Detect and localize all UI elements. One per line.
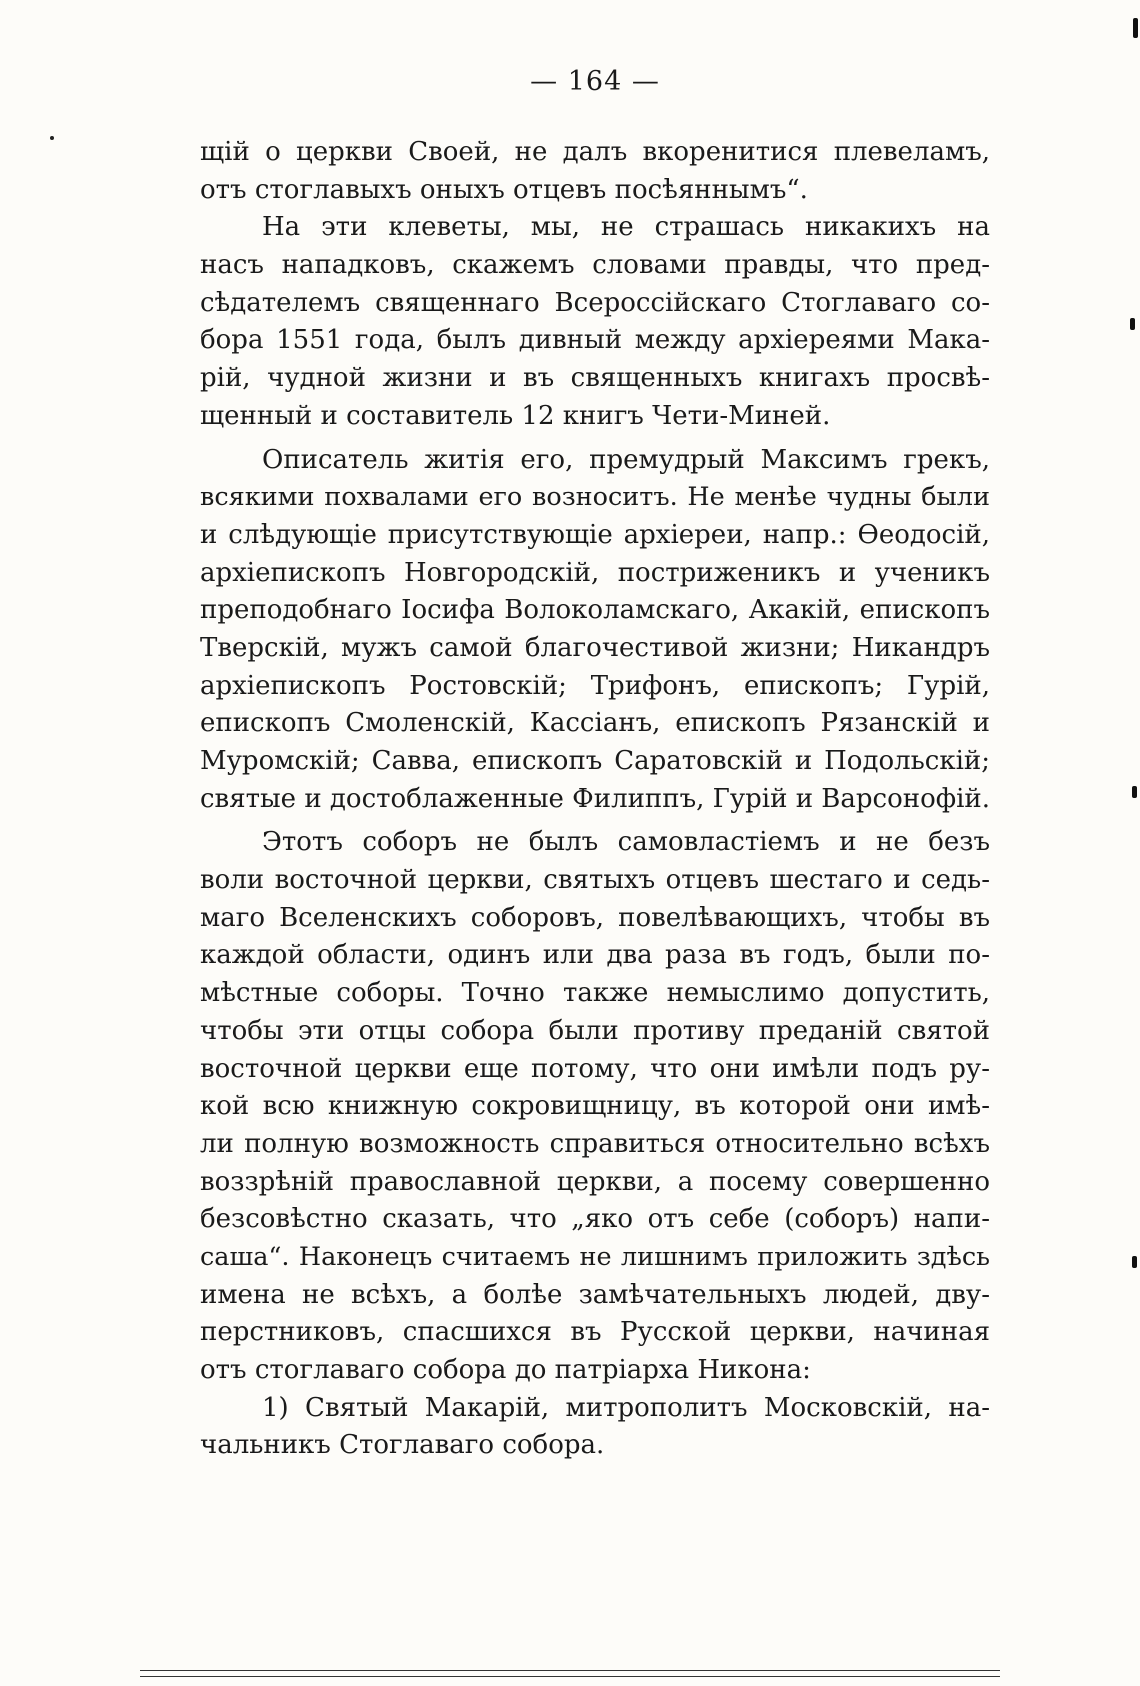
text-line: каждой области, одинъ или два раза въ годъ, были по- xyxy=(200,940,990,971)
text-line: всякими похвалами его возноситъ. Не менѣе чудны были xyxy=(200,482,990,513)
text-line: саша“. Наконецъ считаемъ не лишнимъ приложить здѣсь xyxy=(200,1241,990,1272)
text-line: безсовѣстно сказать, что „яко отъ себе (соборъ) напи- xyxy=(200,1204,990,1235)
text-line: архіепископъ Новгородскій, постриженикъ и ученикъ xyxy=(200,557,990,588)
margin-mark xyxy=(1133,18,1138,38)
text-line: восточной церкви еще потому, что они имѣли подъ ру- xyxy=(200,1053,990,1084)
text-line: отъ стоглаваго собора до патріарха Никона: xyxy=(200,1355,811,1385)
text-line: архіепископъ Ростовскій; Трифонъ, епископъ; Гурій, xyxy=(200,670,990,701)
margin-mark xyxy=(1132,786,1137,798)
text-line: насъ нападковъ, скажемъ словами правды, что пред- xyxy=(200,250,990,281)
text-line: Муромскій; Савва, епископъ Саратовскій и Подольскій; xyxy=(200,746,990,776)
text-line: щенный и составитель 12 книгъ Чети-Миней. xyxy=(200,400,831,431)
text-line: святые и достоблаженные Филиппъ, Гурій и Варсонофій. xyxy=(200,783,991,814)
page-number: — 164 — xyxy=(530,66,660,97)
bottom-rule xyxy=(140,1670,1000,1671)
text-line: воли восточной церкви, святыхъ отцевъ шестаго и седь- xyxy=(200,865,990,896)
text-line: отъ стоглавыхъ оныхъ отцевъ посѣяннымъ“. xyxy=(200,174,808,205)
text-line: чальникъ Стоглаваго собора. xyxy=(200,1430,605,1461)
margin-mark xyxy=(1130,318,1135,330)
text-line: кой всю книжную сокровищницу, въ которой они имѣ- xyxy=(200,1091,990,1122)
bottom-rule xyxy=(140,1676,1000,1677)
text-line: На эти клеветы, мы, не страшась никакихъ на xyxy=(262,212,990,243)
text-line: щій о церкви Своей, не далъ вкоренитися плевеламъ, xyxy=(200,137,990,167)
text-line: Описатель житія его, премудрый Максимъ грекъ, xyxy=(262,444,990,475)
text-line: и слѣдующіе присутствующіе архіереи, напр.: Ѳеодосій, xyxy=(200,519,990,550)
text-line: Этотъ соборъ не былъ самовластіемъ и не безъ xyxy=(262,827,990,858)
text-line: бора 1551 года, былъ дивный между архіереями Мака- xyxy=(200,325,990,356)
text-line: Тверскій, мужъ самой благочестивой жизни; Никандръ xyxy=(200,632,990,663)
text-line: ли полную возможность справиться относительно всѣхъ xyxy=(200,1128,990,1159)
text-line: 1) Святый Макарій, митрополитъ Московскій, на- xyxy=(262,1392,990,1423)
text-line: мѣстные соборы. Точно также немыслимо допустить, xyxy=(200,978,990,1009)
body-text xyxy=(200,134,990,1465)
text-line: преподобнаго Іосифа Волоколамскаго, Акакій, епископъ xyxy=(200,595,990,626)
text-line: сѣдателемъ священнаго Всероссійскаго Стоглаваго со- xyxy=(200,287,990,318)
text-line: епископъ Смоленскій, Кассіанъ, епископъ Рязанскій и xyxy=(200,708,990,739)
text-line: перстниковъ, спасшихся въ Русской церкви, начиная xyxy=(200,1317,990,1348)
scan-speck xyxy=(50,136,54,140)
margin-mark xyxy=(1132,1256,1137,1268)
text-line: чтобы эти отцы собора были противу преданій святой xyxy=(200,1015,990,1046)
text-line: имена не всѣхъ, а болѣе замѣчательныхъ людей, дву- xyxy=(200,1279,990,1310)
text-line: маго Вселенскихъ соборовъ, повелѣвающихъ, чтобы въ xyxy=(200,902,990,933)
text-line: воззрѣній православной церкви, а посему совершенно xyxy=(200,1166,990,1197)
text-line: рій, чудной жизни и въ священныхъ книгахъ просвѣ- xyxy=(200,363,990,394)
